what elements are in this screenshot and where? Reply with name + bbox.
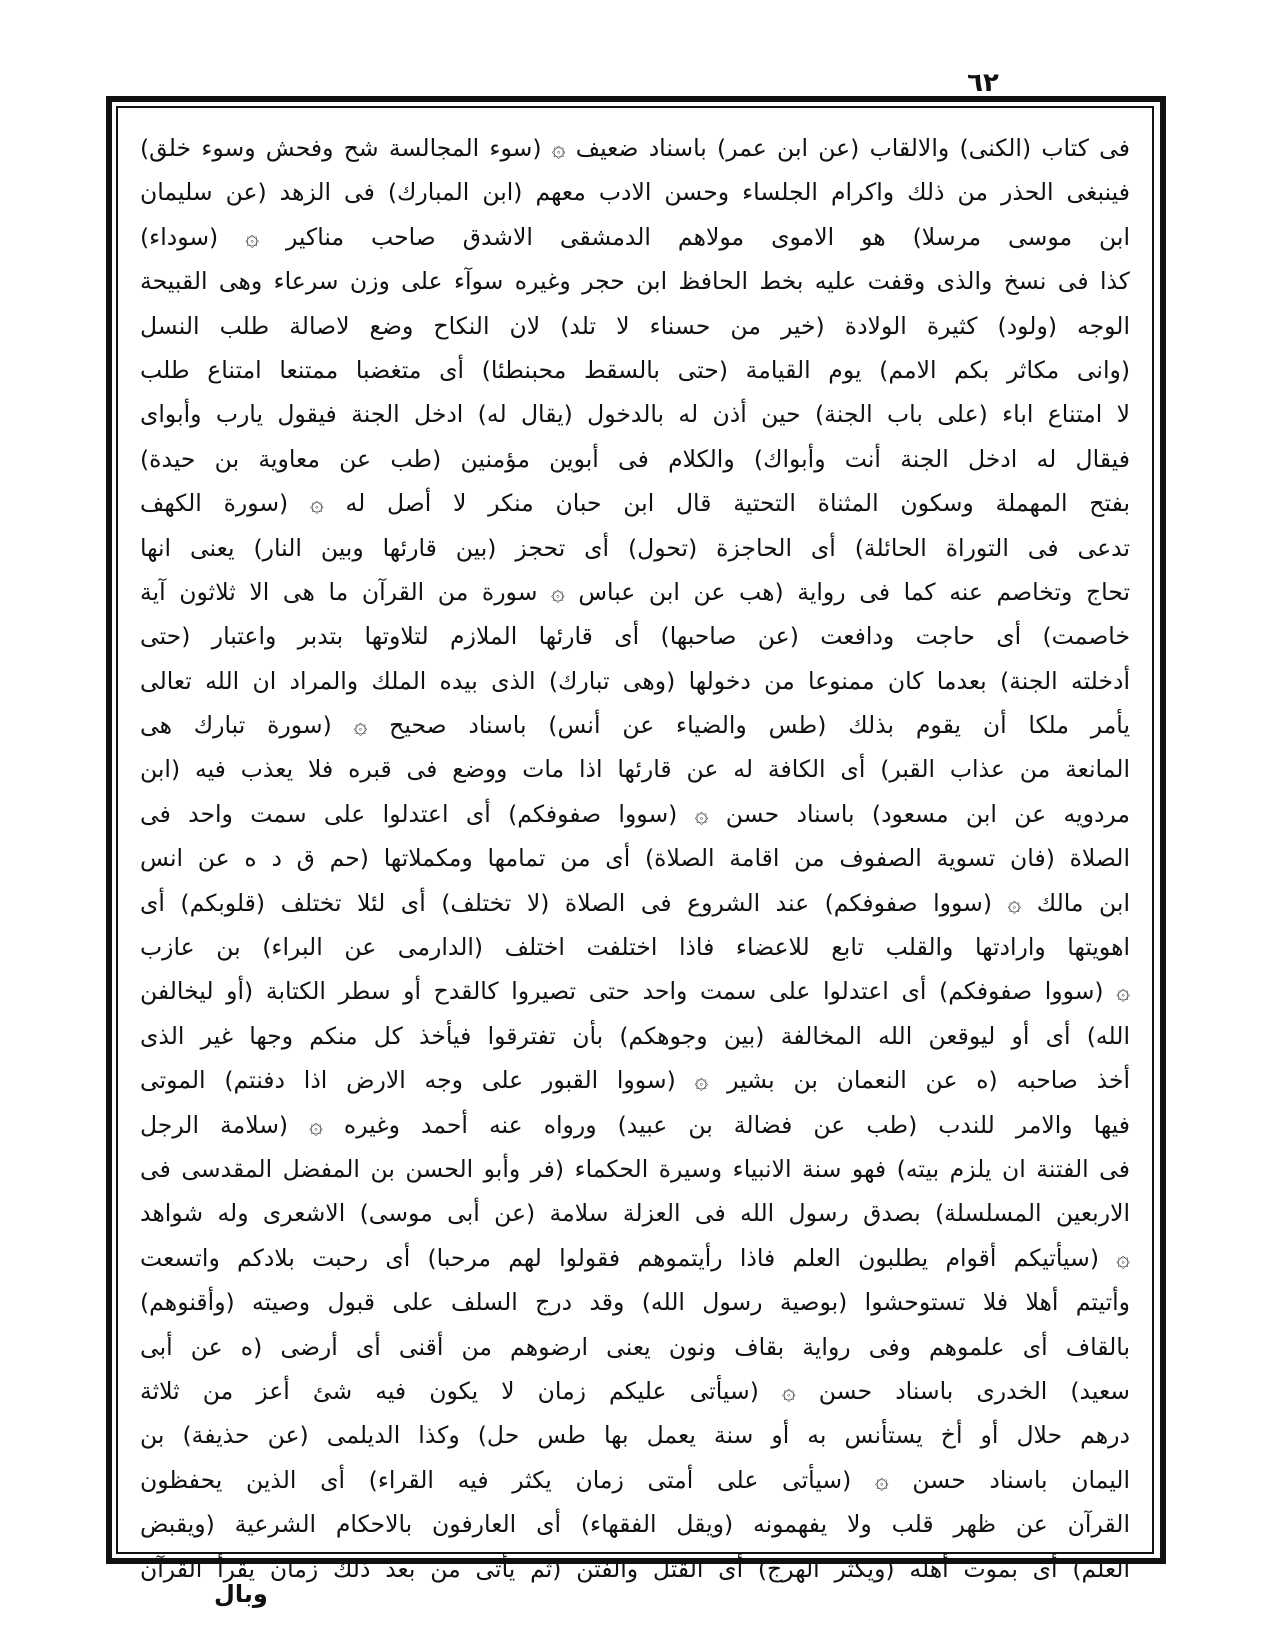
text-line: أخذ صاحبه (ه عن النعمان بن بشير ۞ (سووا القبور على وجه الارض اذا دفنتم) الموتى [140, 1066, 1130, 1095]
text-line: ۞ (سووا صفوفكم) أى اعتدلوا على سمت واحد حتى تصيروا كالقدح أو سطر الكتابة (أو ليخالفن [140, 977, 1130, 1006]
page-number: ٦٢ [967, 68, 999, 98]
text-line: بفتح المهملة وسكون المثناة التحتية قال ابن حبان منكر لا أصل له ۞ (سورة الكهف [140, 489, 1130, 518]
text-line: خاصمت) أى حاجت ودافعت (عن صاحبها) أى قارئها الملازم لتلاوتها بتدبر واعتبار (حتى [140, 622, 1130, 651]
text-line: ابن مالك ۞ (سووا صفوفكم) عند الشروع فى الصلاة (لا تختلف) أى لئلا تختلف (قلوبكم) أى [140, 888, 1130, 917]
text-line: فيقال له ادخل الجنة أنت وأبواك) والكلام فى أبوين مؤمنين (طب عن معاوية بن حيدة) [140, 444, 1130, 473]
text-line: تدعى فى التوراة الحائلة) أى الحاجزة (تحول) أى تحجز (بين قارئها وبين النار) يعنى انها [140, 533, 1130, 562]
text-line: لا امتناع اباء (على باب الجنة) حين أذن له بالدخول (يقال له) ادخل الجنة فيقول يارب وأبواى [140, 400, 1130, 429]
text-line: ابن موسى مرسلا) هو الاموى مولاهم الدمشقى الاشدق صاحب مناكير ۞ (سوداء) [140, 222, 1130, 251]
text-line: كذا فى نسخ والذى وقفت عليه بخط الحافظ ابن حجر وغيره سوآء على وزن سرعاء وهى القبيحة [140, 267, 1130, 296]
text-line: وأتيتم أهلا فلا تستوحشوا (بوصية رسول الله) وقد درج السلف على قبول وصيته (وأقنوهم) [140, 1288, 1130, 1317]
text-line: القرآن عن ظهر قلب ولا يفهمونه (ويقل الفقهاء) أى العارفون بالاحكام الشرعية (ويقبض [140, 1510, 1130, 1539]
text-line: فينبغى الحذر من ذلك واكرام الجلساء وحسن الادب معهم (ابن المبارك) فى الزهد (عن سليمان [140, 178, 1130, 207]
body-text [140, 126, 1130, 1583]
text-line: بالقاف أى علموهم وفى رواية بقاف ونون يعنى ارضوهم من أقنى أى أرضى (ه عن أبى [140, 1332, 1130, 1361]
text-line: الصلاة (فان تسوية الصفوف من اقامة الصلاة) أى من تمامها ومكملاتها (حم ق د ه عن انس [140, 844, 1130, 873]
text-line: العلم) أى بموت أهله (ويكثر الهرج) أى القتل والفتن (ثم يأتى من بعد ذلك زمان يقرأ القرآن [140, 1554, 1130, 1583]
text-line: اهويتها وارادتها والقلب تابع للاعضاء فاذا اختلفت اختلف (الدارمى عن البراء) بن عازب [140, 933, 1130, 962]
text-line: تحاج وتخاصم عنه كما فى رواية (هب عن ابن عباس ۞ سورة من القرآن ما هى الا ثلاثون آية [140, 577, 1130, 606]
text-line: (وانى مكاثر بكم الامم) يوم القيامة (حتى بالسقط محبنطئا) أى متغضبا ممتنعا امتناع طلب [140, 355, 1130, 384]
text-line: مردويه عن ابن مسعود) باسناد حسن ۞ (سووا صفوفكم) أى اعتدلوا على سمت واحد فى [140, 799, 1130, 828]
text-line: الله) أى أو ليوقعن الله المخالفة (بين وجوهكم) بأن تفترقوا فيأخذ كل منكم وجها غير الذى [140, 1021, 1130, 1050]
text-line: الوجه (ولود) كثيرة الولادة (خير من حسناء لا تلد) لان النكاح وضع لاصالة طلب النسل [140, 311, 1130, 340]
text-line: الاربعين المسلسلة) بصدق رسول الله فى العزلة سلامة (عن أبى موسى) الاشعرى وله شواهد [140, 1199, 1130, 1228]
text-line: فيها والامر للندب (طب عن فضالة بن عبيد) ورواه عنه أحمد وغيره ۞ (سلامة الرجل [140, 1110, 1130, 1139]
text-line: سعيد) الخدرى باسناد حسن ۞ (سيأتى عليكم زمان لا يكون فيه شئ أعز من ثلاثة [140, 1376, 1130, 1405]
text-line: المانعة من عذاب القبر) أى الكافة له عن قارئها اذا مات ووضع فى قبره فلا يعذب فيه (ابن [140, 755, 1130, 784]
text-line: فى كتاب (الكنى) والالقاب (عن ابن عمر) باسناد ضعيف ۞ (سوء المجالسة شح وفحش وسوء خلق) [140, 134, 1130, 162]
text-line: اليمان باسناد حسن ۞ (سيأتى على أمتى زمان يكثر فيه القراء) أى الذين يحفظون [140, 1465, 1130, 1494]
catchword: وبال [214, 1580, 268, 1608]
text-line: يأمر ملكا أن يقوم بذلك (طس والضياء عن أنس) باسناد صحيح ۞ (سورة تبارك هى [140, 711, 1130, 740]
text-line: فى الفتنة ان يلزم بيته) فهو سنة الانبياء وسيرة الحكماء (فر وأبو الحسن بن المفضل المقدسى فى [140, 1154, 1130, 1183]
text-line: درهم حلال أو أخ يستأنس به أو سنة يعمل بها طس حل) وكذا الديلمى (عن حذيفة) بن [140, 1421, 1130, 1450]
text-line: أدخلته الجنة) بعدما كان ممنوعا من دخولها (وهى تبارك) الذى بيده الملك والمراد ان الله تعالى [140, 666, 1130, 695]
text-line: ۞ (سيأتيكم أقوام يطلبون العلم فاذا رأيتموهم فقولوا لهم مرحبا) أى رحبت بلادكم واتسعت [140, 1243, 1130, 1272]
